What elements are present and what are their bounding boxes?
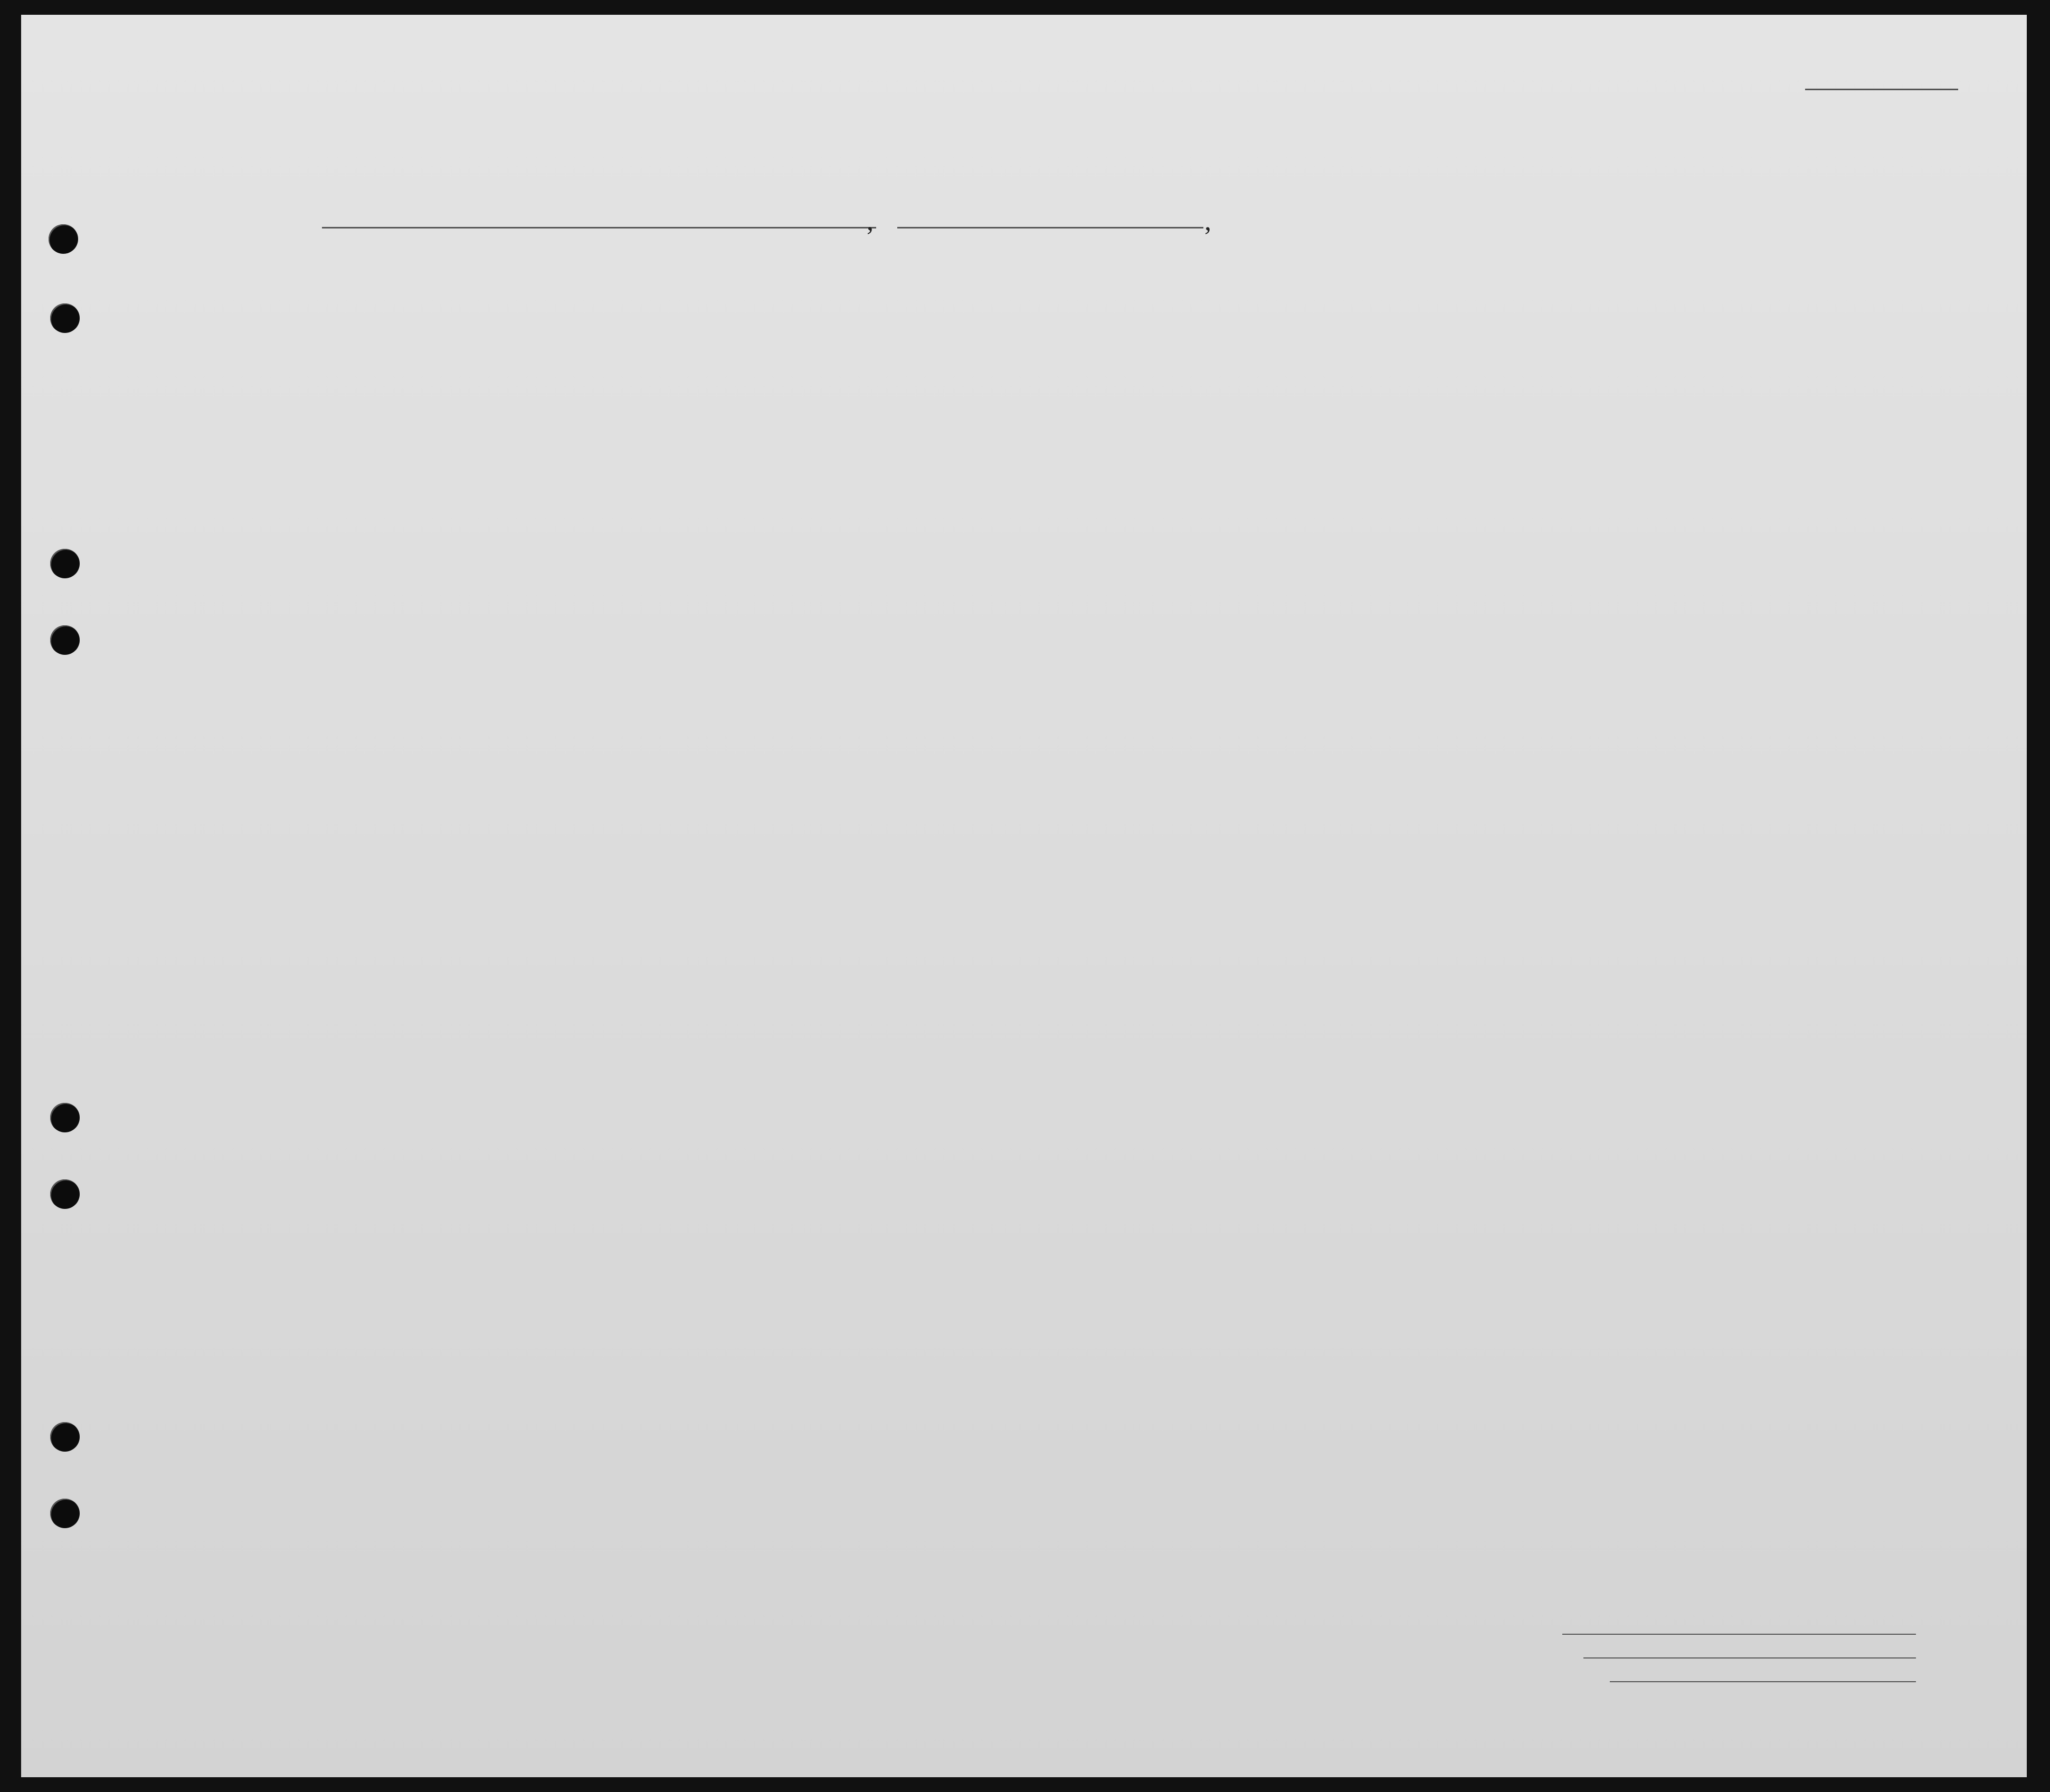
owners-field[interactable]: [1583, 1657, 1916, 1658]
punch-hole: [50, 625, 80, 655]
local-agents-field[interactable]: [1610, 1681, 1916, 1682]
punch-hole: [50, 1499, 80, 1528]
punch-hole: [50, 303, 80, 333]
manifest-sheet: , ,: [21, 15, 2027, 1777]
punch-hole: [50, 1103, 80, 1132]
punch-hole: [50, 549, 80, 578]
punch-hole: [50, 1179, 80, 1209]
table-grid: [21, 15, 2027, 1777]
punch-hole: [49, 224, 78, 254]
punch-hole: [50, 1422, 80, 1452]
line-field[interactable]: [1562, 1634, 1916, 1635]
